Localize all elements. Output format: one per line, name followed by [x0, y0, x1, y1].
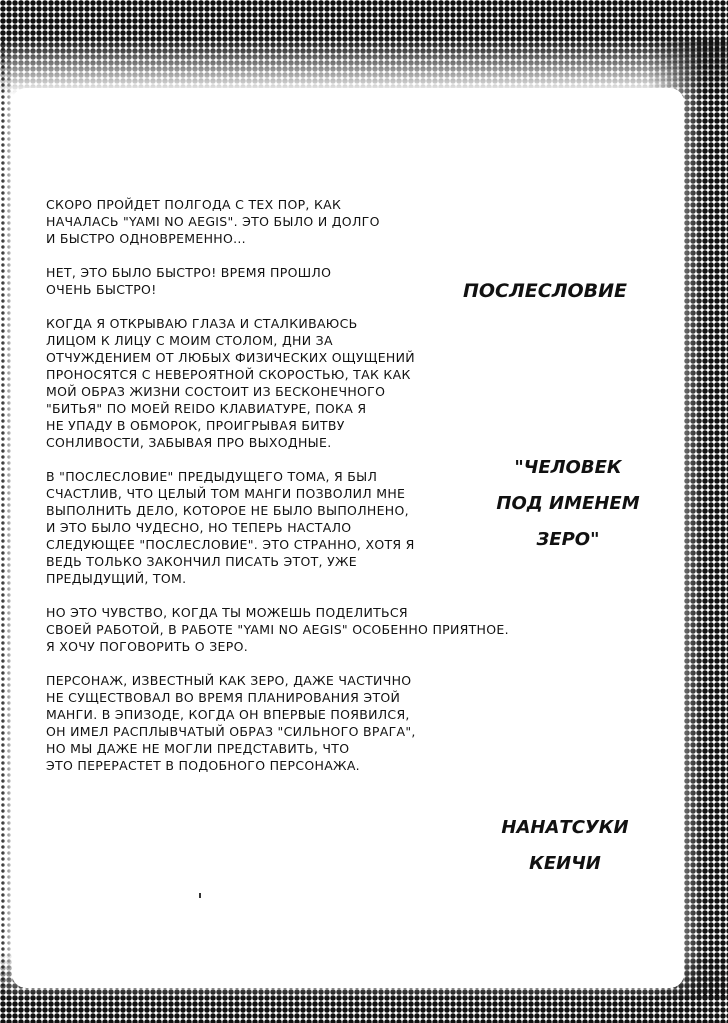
chapter-title-line: ЗЕРО" [536, 529, 600, 550]
chapter-title-line: ПОД ИМЕНЕМ [496, 493, 640, 514]
text-line: СЛЕДУЮЩЕЕ "ПОСЛЕСЛОВИЕ". ЭТО СТРАННО, ХОТЯ Я [46, 537, 415, 552]
text-line: НО ЭТО ЧУВСТВО, КОГДА ТЫ МОЖЕШЬ ПОДЕЛИТЬСЯ [46, 605, 408, 620]
text-line: ВЫПОЛНИТЬ ДЕЛО, КОТОРОЕ НЕ БЫЛО ВЫПОЛНЕНО, [46, 503, 409, 518]
paragraph-1 [46, 196, 486, 247]
text-line: НЕ СУЩЕСТВОВАЛ ВО ВРЕМЯ ПЛАНИРОВАНИЯ ЭТОЙ [46, 690, 401, 705]
afterword-heading-text: ПОСЛЕСЛОВИЕ [463, 280, 627, 302]
text-line: НАЧАЛАСЬ "YAMI NO AEGIS". ЭТО БЫЛО И ДОЛГО [46, 214, 380, 229]
chapter-title-line: "ЧЕЛОВЕК [514, 457, 622, 478]
text-line: И ЭТО БЫЛО ЧУДЕСНО, НО ТЕПЕРЬ НАСТАЛО [46, 520, 352, 535]
author-name-line: НАНАТСУКИ [501, 817, 629, 838]
paragraph-6 [46, 672, 486, 774]
paragraph-2 [46, 264, 486, 298]
text-line: ЛИЦОМ К ЛИЦУ С МОИМ СТОЛОМ, ДНИ ЗА [46, 333, 333, 348]
afterword-body [46, 196, 509, 791]
text-line: СВОЕЙ РАБОТОЙ, В РАБОТЕ "YAMI NO AEGIS" ОСОБЕННО ПРИЯТНОЕ. [46, 622, 509, 637]
text-line: СОНЛИВОСТИ, ЗАБЫВАЯ ПРО ВЫХОДНЫЕ. [46, 435, 332, 450]
text-line: СЧАСТЛИВ, ЧТО ЦЕЛЫЙ ТОМ МАНГИ ПОЗВОЛИЛ МНЕ [46, 486, 406, 501]
author-name-line: КЕИЧИ [529, 853, 601, 874]
text-line: Я ХОЧУ ПОГОВОРИТЬ О ЗЕРО. [46, 639, 248, 654]
stray-mark [199, 893, 201, 898]
text-line: "БИТЬЯ" ПО МОЕЙ REIDO КЛАВИАТУРЕ, ПОКА Я [46, 401, 367, 416]
text-line: ПРОНОСЯТСЯ С НЕВЕРОЯТНОЙ СКОРОСТЬЮ, ТАК КАК [46, 367, 411, 382]
author-name [470, 810, 660, 882]
text-line: В "ПОСЛЕСЛОВИЕ" ПРЕДЫДУЩЕГО ТОМА, Я БЫЛ [46, 469, 378, 484]
text-line: НЕ УПАДУ В ОБМОРОК, ПРОИГРЫВАЯ БИТВУ [46, 418, 345, 433]
text-line: КОГДА Я ОТКРЫВАЮ ГЛАЗА И СТАЛКИВАЮСЬ [46, 316, 358, 331]
text-line: ПРЕДЫДУЩИЙ, ТОМ. [46, 571, 187, 586]
text-line: МАНГИ. В ЭПИЗОДЕ, КОГДА ОН ВПЕРВЫЕ ПОЯВИЛСЯ, [46, 707, 410, 722]
paragraph-3 [46, 315, 486, 451]
paragraph-4 [46, 468, 486, 587]
text-line: МОЙ ОБРАЗ ЖИЗНИ СОСТОИТ ИЗ БЕСКОНЕЧНОГО [46, 384, 386, 399]
halftone-border-top [0, 0, 728, 95]
text-line: ОН ИМЕЛ РАСПЛЫВЧАТЫЙ ОБРАЗ "СИЛЬНОГО ВРАГА", [46, 724, 416, 739]
text-line: НО МЫ ДАЖЕ НЕ МОГЛИ ПРЕДСТАВИТЬ, ЧТО [46, 741, 350, 756]
text-line: НЕТ, ЭТО БЫЛО БЫСТРО! ВРЕМЯ ПРОШЛО [46, 265, 332, 280]
text-line: И БЫСТРО ОДНОВРЕМЕННО... [46, 231, 246, 246]
afterword-heading [455, 279, 635, 303]
text-line: СКОРО ПРОЙДЕТ ПОЛГОДА С ТЕХ ПОР, КАК [46, 197, 342, 212]
text-line: ОЧЕНЬ БЫСТРО! [46, 282, 157, 297]
paragraph-5 [46, 604, 509, 655]
text-line: ОТЧУЖДЕНИЕМ ОТ ЛЮБЫХ ФИЗИЧЕСКИХ ОЩУЩЕНИЙ [46, 350, 415, 365]
text-line: ВЕДЬ ТОЛЬКО ЗАКОНЧИЛ ПИСАТЬ ЭТОТ, УЖЕ [46, 554, 357, 569]
text-line: ПЕРСОНАЖ, ИЗВЕСТНЫЙ КАК ЗЕРО, ДАЖЕ ЧАСТИЧНО [46, 673, 412, 688]
text-line: ЭТО ПЕРЕРАСТЕТ В ПОДОБНОГО ПЕРСОНАЖА. [46, 758, 360, 773]
chapter-title [478, 450, 658, 558]
